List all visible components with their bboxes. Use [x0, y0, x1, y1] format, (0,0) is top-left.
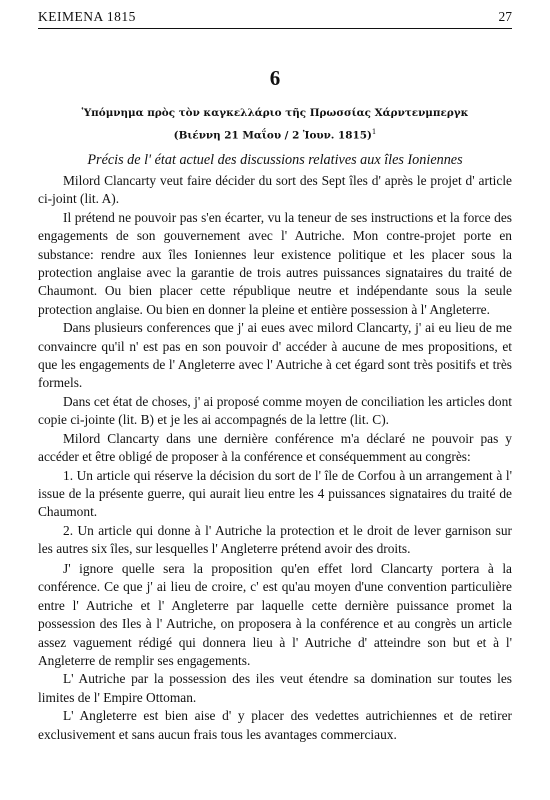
footnote-mark: 1	[371, 128, 377, 136]
document-body	[38, 172, 512, 744]
paragraph: 2. Un article qui donne à l' Autriche la protection et le droit de lever garnison sur les autres six îles, sur lesquelles l' Angleterre prétend avoir des droits.	[38, 522, 512, 557]
paragraph: Il prétend ne pouvoir pas s'en écarter, vu la teneur de ses instructions et la force des engagements de son gouvernement avec l' Autriche. Mon contre-projet porte en substance: rendre aux îles Ioniennes leur existence politique et les placer sous la protection anglaise avec la garantie de trois autres puissances signataires du traité de Chaumont. Ou bien placer cette république neutre et indépendante sous la seule protection anglaise. Ou bien en donner la pleine et entière possession à l' Angleterre.	[38, 209, 512, 317]
paragraph: L' Autriche par la possession des iles veut étendre sa domination sur toutes les limites de l' Empire Ottoman.	[38, 671, 512, 705]
greek-title-line2: (Βιέννη 21 Μαΐου / 2 Ἰουν. 1815)	[173, 129, 372, 142]
paragraph: 1. Un article qui réserve la décision du sort de l' île de Corfou à un arrangement à l' issue de la présente guerre, qui aurait lieu entre les 4 puissances signataires du traité de Chaumont.	[38, 467, 512, 520]
document-subtitle: Précis de l' état actuel des discussions relatives aux îles Ioniennes	[87, 152, 463, 168]
paragraph: Dans cet état de choses, j' ai proposé comme moyen de conciliation les articles dont copie ci-jointe (lit. B) et je les ai accompagnés de la lettre (lit. C).	[38, 393, 512, 428]
paragraph: Milord Clancarty dans une dernière conférence m'a déclaré ne pouvoir pas y accéder et être obligé de proposer à la conférence et conséquemment au congrès:	[38, 430, 512, 465]
page-number: 27	[498, 9, 512, 24]
greek-title	[0, 104, 550, 145]
document-number: 6	[269, 66, 281, 90]
paragraph: L' Angleterre est bien aise d' y placer des vedettes autrichiennes et de retirer exclusivement et sans aucun frais tous les avantages commerciaux.	[38, 708, 512, 742]
running-header	[38, 9, 512, 27]
paragraph: Dans plusieurs conferences que j' ai eues avec milord Clancarty, j' ai eu lieu de me convaincre qu'il n' est pas en son pouvoir d' accéder à aucune de mes propositions, et que les engagements de l' Angleterre avec l' Autriche à cet égard sont très positifs et très formels.	[38, 320, 512, 391]
paragraph: Milord Clancarty veut faire décider du sort des Sept îles d' après le projet d' article ci-joint (lit. A).	[38, 173, 512, 207]
paragraph: J' ignore quelle sera la proposition qu'en effet lord Clancarty portera à la conférence. Ce que j' ai lieu de croire, c' est qu'au moyen d'une convention particulière entre l' Autriche et l' Angleterre par laquelle cette dernière puissance promet la possession des Iles à l' Autriche, on proposera à la conférence et au congrès un article assez vaguement rédigé qui donnera lieu à l' Autriche d' atteindre son but et à l' Angleterre de remplir ses engagements.	[38, 561, 512, 669]
header-rule	[38, 28, 512, 29]
greek-title-line2-wrap	[0, 123, 550, 145]
running-header-title: ΚΕΙΜΕΝΑ 1815	[38, 9, 136, 24]
greek-title-line1: Ὑπόμνημα πρὸς τὸν καγκελλάριο τῆς Πρωσσίας Χάρντενμπεργκ	[81, 107, 469, 119]
